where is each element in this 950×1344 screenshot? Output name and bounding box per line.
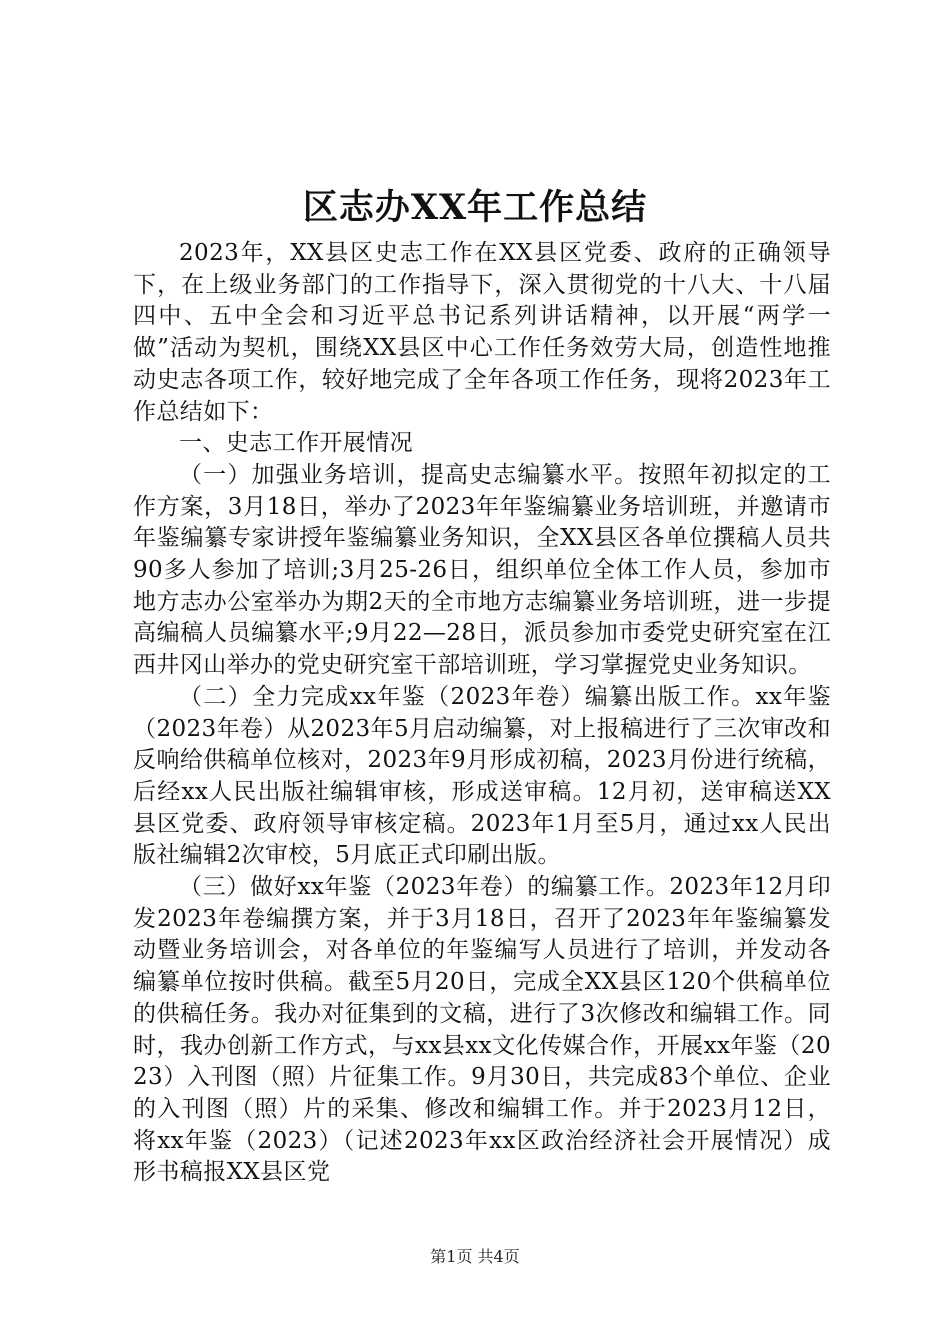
paragraph-training: （一）加强业务培训，提高史志编纂水平。按照年初拟定的工作方案，3月18日，举办了2023年年鉴编纂业务培训班，并邀请市年鉴编纂专家讲授年鉴编纂业务知识，全XX县区各单位撰稿人员共90多人参加了培训;3月25-26日，组织单位全体工作人员，参加市地方志办公室举办为期2天的全市地方志编纂业务培训班，进一步提高编稿人员编纂水平;9月22—28日，派员参加市委党史研究室在江西井冈山举办的党史研究室干部培训班，学习掌握党史业务知识。 — [133, 461, 831, 679]
paragraph-yearbook-publication: （二）全力完成xx年鉴（2023年卷）编纂出版工作。xx年鉴（2023年卷）从2023年5月启动编纂，对上报稿进行了三次审改和反响给供稿单位核对，2023年9月形成初稿，2023月份进行统稿，后经xx人民出版社编辑审核，形成送审稿。12月初，送审稿送XX县区党委、政府领导审核定稿。2023年1月至5月，通过xx人民出版社编辑2次审校，5月底正式印刷出版。 — [133, 683, 831, 869]
document-title: 区志办XX年工作总结 — [302, 187, 648, 228]
section-heading: 一、史志工作开展情况 — [179, 430, 413, 457]
intro-paragraph: 2023年，XX县区史志工作在XX县区党委、政府的正确领导下，在上级业务部门的工作指导下，深入贯彻党的十八大、十八届四中、五中全会和习近平总书记系列讲话精神，以开展“两学一做”活动为契机，围绕XX县区中心工作任务效劳大局，创造性地推动史志各项工作，较好地完成了全年各项工作任务，现将2023年工作总结如下： — [133, 240, 831, 425]
paragraph-yearbook-compilation: （三）做好xx年鉴（2023年卷）的编纂工作。2023年12月印发2023年卷编撰方案，并于3月18日，召开了2023年年鉴编纂发动暨业务培训会，对各单位的年鉴编写人员进行了培训，并发动各编纂单位按时供稿。截至5月20日，完成全XX县区120个供稿单位的供稿任务。我办对征集到的文稿，进行了3次修改和编辑工作。同时，我办创新工作方式，与xx县xx文化传媒合作，开展xx年鉴（2023）入刊图（照）片征集工作。9月30日，共完成83个单位、企业的入刊图（照）片的采集、修改和编辑工作。并于2023月12日，将xx年鉴（2023）（记述2023年xx区政治经济社会开展情况）成形书稿报XX县区党 — [133, 874, 831, 1186]
document-body — [133, 238, 831, 1189]
page-number-footer: 第1页 共4页 — [430, 1247, 520, 1266]
